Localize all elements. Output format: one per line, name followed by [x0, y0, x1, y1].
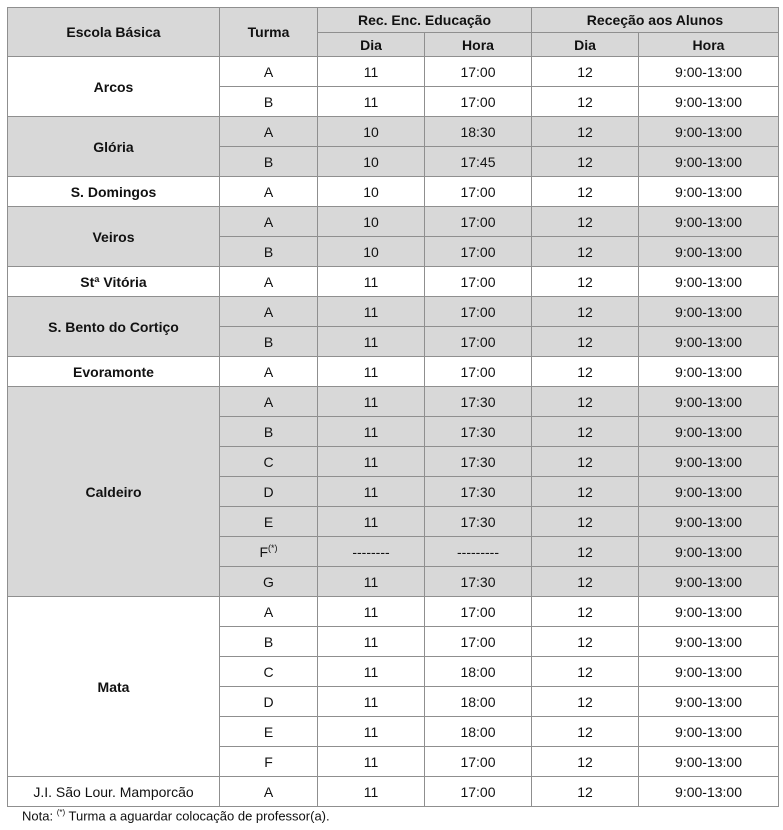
- dia-enc-cell: 11: [318, 687, 425, 717]
- dia-alunos-cell: 12: [532, 237, 639, 267]
- hora-alunos-cell: 9:00-13:00: [639, 177, 779, 207]
- hora-alunos-cell: 9:00-13:00: [639, 237, 779, 267]
- dia-alunos-cell: 12: [532, 87, 639, 117]
- turma-cell: A: [220, 387, 318, 417]
- col-header-dia-enc: Dia: [318, 33, 425, 57]
- hora-alunos-cell: 9:00-13:00: [639, 597, 779, 627]
- dia-alunos-cell: 12: [532, 297, 639, 327]
- hora-alunos-cell: 9:00-13:00: [639, 57, 779, 87]
- dia-alunos-cell: 12: [532, 57, 639, 87]
- school-cell: Mata: [8, 597, 220, 777]
- hora-enc-cell: 17:30: [425, 417, 532, 447]
- dia-enc-cell: 11: [318, 417, 425, 447]
- school-cell: S. Domingos: [8, 177, 220, 207]
- school-cell: Veiros: [8, 207, 220, 267]
- school-cell: Evoramonte: [8, 357, 220, 387]
- table-row: [8, 777, 779, 807]
- turma-cell: A: [220, 267, 318, 297]
- hora-enc-cell: 18:00: [425, 657, 532, 687]
- hora-enc-cell: 17:00: [425, 627, 532, 657]
- hora-enc-cell: 17:00: [425, 207, 532, 237]
- table-row: [8, 57, 779, 87]
- turma-cell: B: [220, 327, 318, 357]
- hora-alunos-cell: 9:00-13:00: [639, 567, 779, 597]
- hora-alunos-cell: 9:00-13:00: [639, 717, 779, 747]
- turma-cell: B: [220, 237, 318, 267]
- dia-alunos-cell: 12: [532, 627, 639, 657]
- col-header-rec-enc: Rec. Enc. Educação: [318, 8, 532, 33]
- dia-alunos-cell: 12: [532, 477, 639, 507]
- footnote: [22, 808, 330, 823]
- dia-enc-cell: 11: [318, 717, 425, 747]
- dia-enc-cell: 10: [318, 177, 425, 207]
- hora-enc-cell: 17:00: [425, 297, 532, 327]
- hora-enc-cell: 17:00: [425, 747, 532, 777]
- turma-cell: B: [220, 147, 318, 177]
- col-header-hora-enc: Hora: [425, 33, 532, 57]
- hora-enc-cell: 18:30: [425, 117, 532, 147]
- school-cell: S. Bento do Cortiço: [8, 297, 220, 357]
- school-cell: J.I. São Lour. Mamporcão: [8, 777, 220, 807]
- hora-alunos-cell: 9:00-13:00: [639, 777, 779, 807]
- turma-cell: A: [220, 297, 318, 327]
- dia-enc-cell: 11: [318, 507, 425, 537]
- hora-alunos-cell: 9:00-13:00: [639, 147, 779, 177]
- table-row: [8, 267, 779, 297]
- school-cell: Stª Vitória: [8, 267, 220, 297]
- footnote-text: Turma a aguardar colocação de professor(a).: [65, 808, 330, 824]
- hora-alunos-cell: 9:00-13:00: [639, 537, 779, 567]
- dia-enc-cell: 11: [318, 267, 425, 297]
- hora-enc-cell: 17:30: [425, 477, 532, 507]
- dia-alunos-cell: 12: [532, 777, 639, 807]
- dia-alunos-cell: 12: [532, 147, 639, 177]
- dia-alunos-cell: 12: [532, 597, 639, 627]
- hora-alunos-cell: 9:00-13:00: [639, 297, 779, 327]
- turma-cell: B: [220, 87, 318, 117]
- header-row-top: [8, 8, 779, 33]
- dia-alunos-cell: 12: [532, 267, 639, 297]
- footnote-marker: (*): [56, 808, 66, 817]
- dia-alunos-cell: 12: [532, 327, 639, 357]
- hora-enc-cell: 17:00: [425, 87, 532, 117]
- hora-enc-cell: 17:00: [425, 267, 532, 297]
- hora-alunos-cell: 9:00-13:00: [639, 87, 779, 117]
- turma-cell: A: [220, 777, 318, 807]
- turma-cell: F: [220, 747, 318, 777]
- turma-cell: E: [220, 507, 318, 537]
- dia-enc-cell: 11: [318, 627, 425, 657]
- col-header-rec-alunos: Receção aos Alunos: [532, 8, 779, 33]
- dia-enc-cell: --------: [318, 537, 425, 567]
- table-row: [8, 387, 779, 417]
- col-header-turma: Turma: [220, 8, 318, 57]
- dia-enc-cell: 11: [318, 567, 425, 597]
- dia-alunos-cell: 12: [532, 747, 639, 777]
- col-header-hora-alunos: Hora: [639, 33, 779, 57]
- hora-alunos-cell: 9:00-13:00: [639, 657, 779, 687]
- dia-enc-cell: 10: [318, 117, 425, 147]
- dia-enc-cell: 11: [318, 327, 425, 357]
- footnote-prefix: Nota:: [22, 808, 57, 824]
- hora-alunos-cell: 9:00-13:00: [639, 447, 779, 477]
- turma-cell: E: [220, 717, 318, 747]
- hora-enc-cell: 18:00: [425, 687, 532, 717]
- table-row: [8, 597, 779, 627]
- dia-enc-cell: 10: [318, 237, 425, 267]
- turma-cell: [220, 537, 318, 567]
- dia-alunos-cell: 12: [532, 717, 639, 747]
- dia-alunos-cell: 12: [532, 567, 639, 597]
- school-cell: Glória: [8, 117, 220, 177]
- hora-enc-cell: 17:00: [425, 177, 532, 207]
- hora-enc-cell: 17:00: [425, 57, 532, 87]
- school-cell: Arcos: [8, 57, 220, 117]
- dia-alunos-cell: 12: [532, 537, 639, 567]
- hora-enc-cell: 17:00: [425, 597, 532, 627]
- dia-enc-cell: 11: [318, 657, 425, 687]
- hora-enc-cell: 17:45: [425, 147, 532, 177]
- hora-enc-cell: 18:00: [425, 717, 532, 747]
- dia-enc-cell: 11: [318, 597, 425, 627]
- turma-cell: A: [220, 597, 318, 627]
- hora-enc-cell: 17:00: [425, 357, 532, 387]
- table-row: [8, 357, 779, 387]
- turma-cell: C: [220, 447, 318, 477]
- dia-alunos-cell: 12: [532, 357, 639, 387]
- dia-alunos-cell: 12: [532, 417, 639, 447]
- dia-enc-cell: 11: [318, 477, 425, 507]
- dia-alunos-cell: 12: [532, 687, 639, 717]
- col-header-dia-alunos: Dia: [532, 33, 639, 57]
- hora-enc-cell: 17:30: [425, 567, 532, 597]
- schedule-table: [7, 7, 779, 807]
- turma-cell: A: [220, 177, 318, 207]
- hora-alunos-cell: 9:00-13:00: [639, 687, 779, 717]
- hora-enc-cell: 17:30: [425, 387, 532, 417]
- table-row: [8, 117, 779, 147]
- dia-alunos-cell: 12: [532, 387, 639, 417]
- hora-alunos-cell: 9:00-13:00: [639, 327, 779, 357]
- turma-cell: A: [220, 117, 318, 147]
- hora-enc-cell: ---------: [425, 537, 532, 567]
- hora-enc-cell: 17:00: [425, 237, 532, 267]
- footnote-marker: (*): [268, 542, 278, 553]
- turma-cell: B: [220, 417, 318, 447]
- hora-enc-cell: 17:30: [425, 507, 532, 537]
- dia-alunos-cell: 12: [532, 117, 639, 147]
- turma-cell: B: [220, 627, 318, 657]
- dia-enc-cell: 10: [318, 207, 425, 237]
- turma-cell: G: [220, 567, 318, 597]
- table-row: [8, 177, 779, 207]
- dia-enc-cell: 11: [318, 297, 425, 327]
- hora-alunos-cell: 9:00-13:00: [639, 357, 779, 387]
- dia-alunos-cell: 12: [532, 447, 639, 477]
- turma-cell: D: [220, 477, 318, 507]
- hora-enc-cell: 17:30: [425, 447, 532, 477]
- turma-cell: C: [220, 657, 318, 687]
- hora-alunos-cell: 9:00-13:00: [639, 627, 779, 657]
- hora-alunos-cell: 9:00-13:00: [639, 747, 779, 777]
- turma-cell: A: [220, 57, 318, 87]
- dia-alunos-cell: 12: [532, 657, 639, 687]
- dia-enc-cell: 11: [318, 447, 425, 477]
- hora-enc-cell: 17:00: [425, 327, 532, 357]
- dia-alunos-cell: 12: [532, 207, 639, 237]
- school-cell: Caldeiro: [8, 387, 220, 597]
- hora-enc-cell: 17:00: [425, 777, 532, 807]
- hora-alunos-cell: 9:00-13:00: [639, 117, 779, 147]
- dia-enc-cell: 11: [318, 87, 425, 117]
- hora-alunos-cell: 9:00-13:00: [639, 387, 779, 417]
- dia-alunos-cell: 12: [532, 507, 639, 537]
- table-row: [8, 207, 779, 237]
- dia-alunos-cell: 12: [532, 177, 639, 207]
- dia-enc-cell: 11: [318, 357, 425, 387]
- col-header-school: Escola Básica: [8, 8, 220, 57]
- dia-enc-cell: 11: [318, 777, 425, 807]
- turma-cell: A: [220, 357, 318, 387]
- dia-enc-cell: 11: [318, 387, 425, 417]
- hora-alunos-cell: 9:00-13:00: [639, 507, 779, 537]
- turma-cell: D: [220, 687, 318, 717]
- dia-enc-cell: 10: [318, 147, 425, 177]
- hora-alunos-cell: 9:00-13:00: [639, 477, 779, 507]
- dia-enc-cell: 11: [318, 57, 425, 87]
- turma-label: F: [259, 543, 269, 560]
- table-row: [8, 297, 779, 327]
- turma-cell: A: [220, 207, 318, 237]
- hora-alunos-cell: 9:00-13:00: [639, 267, 779, 297]
- hora-alunos-cell: 9:00-13:00: [639, 207, 779, 237]
- dia-enc-cell: 11: [318, 747, 425, 777]
- hora-alunos-cell: 9:00-13:00: [639, 417, 779, 447]
